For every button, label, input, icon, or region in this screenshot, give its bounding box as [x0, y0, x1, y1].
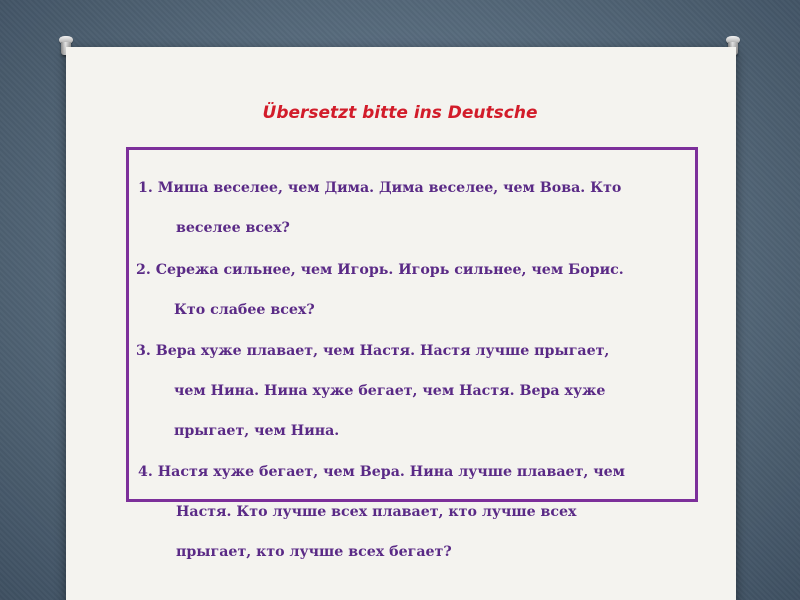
exercise-item-2-line-1: 2. Сережа сильнее, чем Игорь. Игорь сильнее, чем Борис.	[136, 262, 624, 278]
exercise-item-4	[138, 452, 625, 572]
exercise-item-1-line-1: 1. Миша веселее, чем Дима. Дима веселее, чем Вова. Кто	[138, 180, 622, 196]
exercise-item-4-line-3: прыгает, кто лучше всех бегает?	[176, 544, 452, 560]
exercise-item-3-line-2: чем Нина. Нина хуже бегает, чем Настя. Вера хуже	[174, 383, 606, 399]
exercise-item-2	[136, 250, 624, 330]
exercise-item-4-line-1: 4. Настя хуже бегает, чем Вера. Нина лучше плавает, чем	[138, 464, 625, 480]
exercise-item-1-line-2: веселее всех?	[176, 220, 290, 236]
exercise-item-3-line-3: прыгает, чем Нина.	[174, 423, 340, 439]
exercise-item-3	[136, 331, 609, 451]
exercise-item-3-line-1: 3. Вера хуже плавает, чем Настя. Настя лучше прыгает,	[136, 343, 610, 359]
exercise-item-1	[138, 168, 621, 248]
slide-title: Übersetzt bitte ins Deutsche	[262, 103, 538, 123]
exercise-item-2-line-2: Кто слабее всех?	[174, 302, 315, 318]
exercise-item-4-line-2: Настя. Кто лучше всех плавает, кто лучше всех	[176, 504, 577, 520]
